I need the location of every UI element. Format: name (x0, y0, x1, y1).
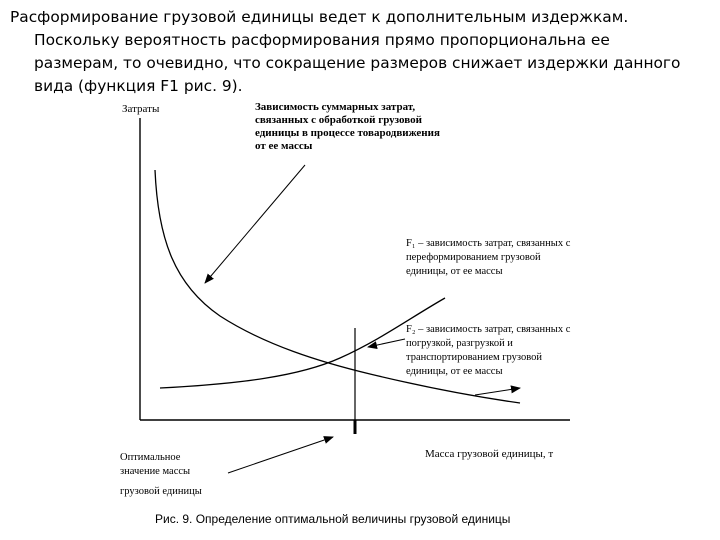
f2-note-line-3: транспортированием грузовой (406, 352, 543, 363)
total-note-line-3: единицы в процессе товародвижения (255, 127, 440, 139)
y-axis-label: Затраты (122, 103, 160, 115)
f2-note-line-4: единицы, от ее массы (406, 366, 503, 377)
optimum-note-line-2: значение массы (120, 466, 191, 477)
f2-note-line-1: F₂ – зависимость затрат, связанных с (406, 324, 571, 335)
total-note-line-4: от ее массы (255, 140, 313, 152)
intro-line-2: Поскольку вероятность расформирования прямо пропорциональна ее (34, 31, 610, 49)
total-cost-note (255, 101, 440, 152)
intro-line-1: Расформирование грузовой единицы ведет к дополнительным издержкам. (10, 8, 629, 26)
f2-curve (160, 298, 445, 388)
total-note-line-1: Зависимость суммарных затрат, (255, 101, 416, 113)
x-axis-label: Масса грузовой единицы, т (425, 448, 554, 460)
intro-line-3: размерам, то очевидно, что сокращение размеров снижает издержки данного (34, 54, 681, 72)
f1-note (406, 238, 571, 277)
optimum-note (120, 452, 202, 497)
f1-note-line-2: переформированием грузовой (406, 252, 541, 263)
f2-note-line-2: погрузкой, разгрузкой и (406, 338, 513, 349)
f2-note (406, 324, 571, 377)
arrow-to-f1-curve (475, 388, 520, 395)
intro-line-4: вида (функция F1 рис. 9). (34, 77, 243, 95)
total-note-line-2: связанных с обработкой грузовой (255, 114, 422, 126)
f1-note-line-3: единицы, от ее массы (406, 266, 503, 277)
optimum-note-line-1: Оптимальное (120, 452, 181, 463)
arrow-to-optimum (228, 437, 333, 473)
f1-note-line-1: F₁ – зависимость затрат, связанных с (406, 238, 571, 249)
arrow-to-total-curve (205, 165, 305, 283)
optimum-note-line-3: грузовой единицы (120, 486, 202, 497)
figure-caption: Рис. 9. Определение оптимальной величины грузовой единицы (155, 512, 511, 526)
